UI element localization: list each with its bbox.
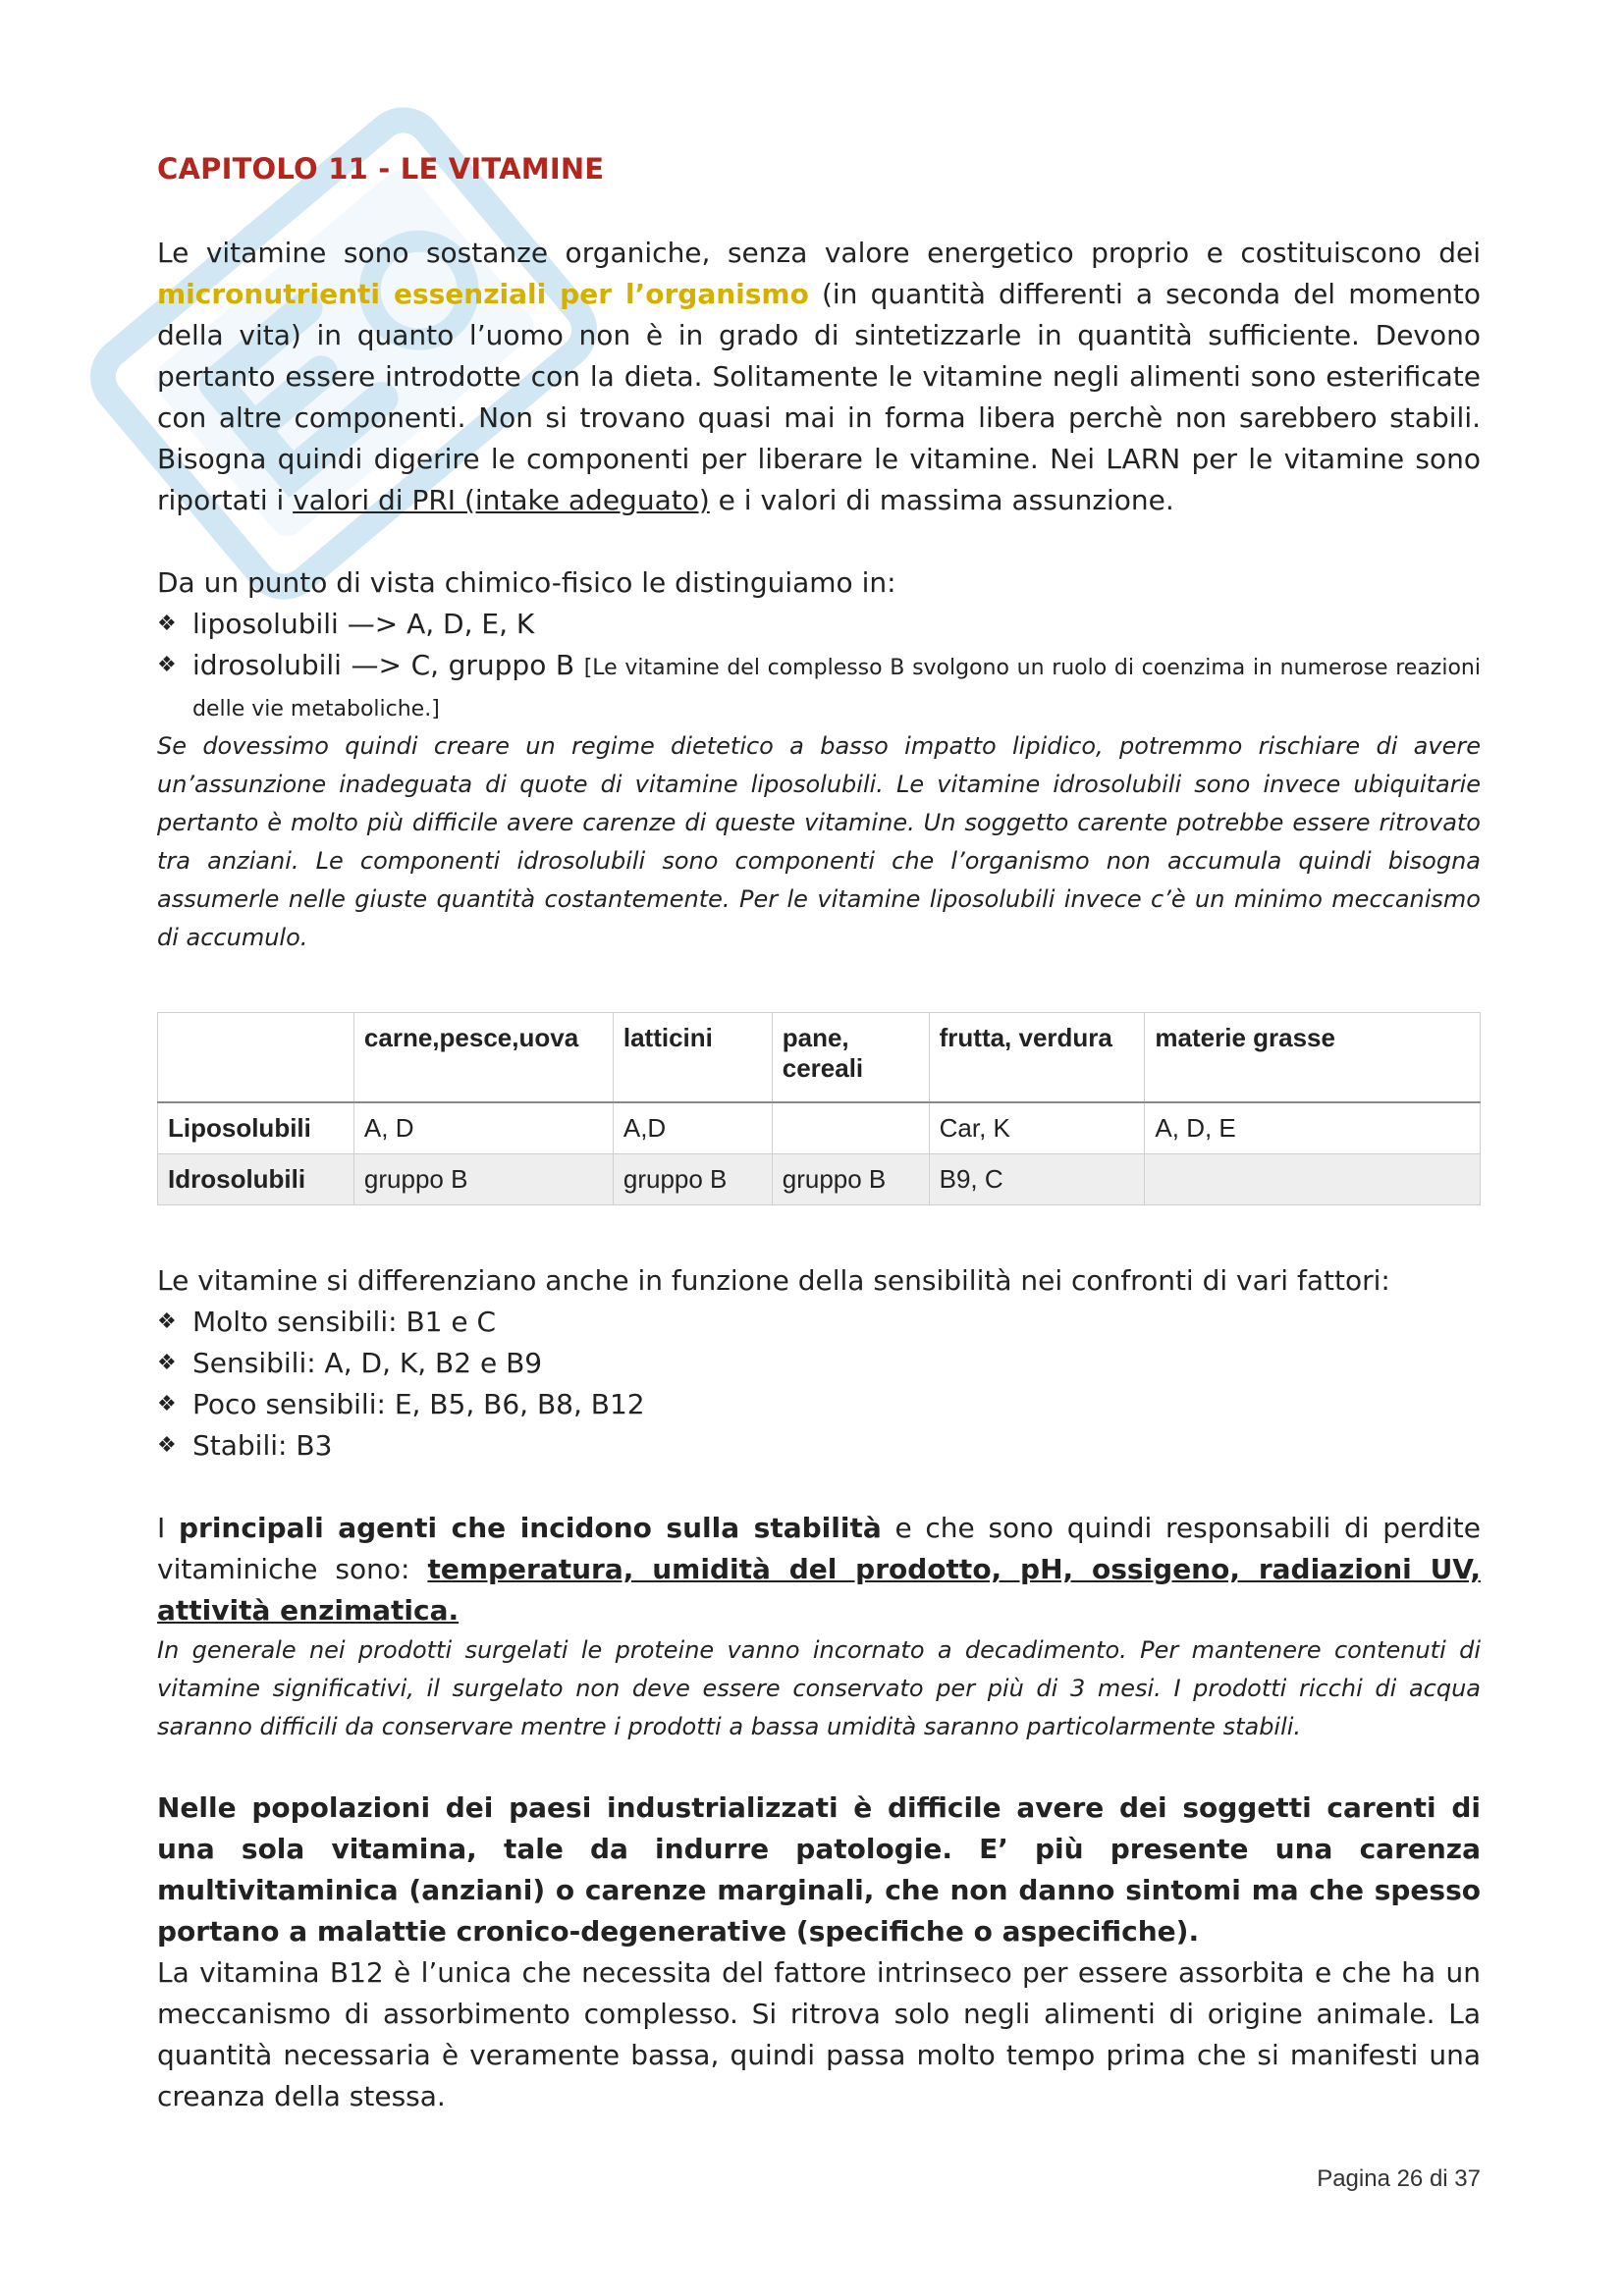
table-cell: A,D [613,1102,772,1154]
sensitivity-list [157,1302,1481,1467]
table-header-cell: pane, cereali [772,1013,929,1103]
sensitivity-lead: Le vitamine si differenziano anche in funzione della sensibilità nei confronti di vari fattori: [157,1264,1390,1297]
page-number: Pagina 26 di 37 [1317,2165,1481,2192]
agents-text-2: e che sono quindi responsabili di perdite vitaminiche sono: [157,1512,1481,1585]
table-header-cell [158,1013,354,1103]
diamond-bullet-icon: ❖ [157,1309,177,1334]
table-cell: gruppo B [613,1154,772,1205]
intro-underlined: valori di PRI (intake adeguato) [293,484,710,516]
table-cell [1145,1154,1481,1205]
table-header-row [158,1013,1481,1103]
sensitivity-item: Sensibili: A, D, K, B2 e B9 [192,1347,543,1379]
agents-text-1: I [157,1512,179,1544]
table-cell: gruppo B [772,1154,929,1205]
table-cell: A, D, E [1145,1102,1481,1154]
idro-item: idrosolubili —> C, gruppo B [192,649,584,681]
sensitivity-item: Poco sensibili: E, B5, B6, B8, B12 [192,1388,645,1420]
agents-italic-note: In generale nei prodotti surgelati le proteine vanno incornato a decadimento. Per mantenere contenuti di vitamine significativi, il surgelato non deve essere conservato per più di 3 mesi. I prodotti ricchi di acqua saranno difficili da conservare mentre i prodotti a bassa umidità saranno particolarmente stabili. [157,1636,1481,1740]
diamond-bullet-icon: ❖ [157,1351,177,1375]
table-cell: A, D [353,1102,613,1154]
table-header-cell: carne,pesce,uova [353,1013,613,1103]
table-header-cell: latticini [613,1013,772,1103]
table-row [158,1102,1481,1154]
table-cell: Car, K [929,1102,1145,1154]
list-item [157,1302,1481,1343]
table-cell: B9, C [929,1154,1145,1205]
intro-text-1: Le vitamine sono sostanze organiche, senza valore energetico proprio e costituiscono dei [157,237,1481,269]
diamond-bullet-icon: ❖ [157,653,177,677]
intro-text-2: (in quantità differenti a seconda del momento della vita) in quanto l’uomo non è in grado di sintetizzarle in quantità sufficiente. Devono pertanto essere introdotte con la dieta. Solitamente le vitamine negli alimenti sono esterificate con altre componenti. Non si trovano quasi mai in forma libera perchè non sarebbero stabili. Bisogna quindi digerire le componenti per liberare le vitamine. Nei LARN per le vitamine sono riportati i [157,278,1481,516]
list-item [157,645,1481,727]
lipo-item: liposolubili —> A, D, E, K [192,608,535,640]
diamond-bullet-icon: ❖ [157,1433,177,1458]
intro-highlight: micronutrienti essenziali per l’organismo [157,278,809,310]
agents-bold: principali agenti che incidono sulla stabilità [178,1512,882,1544]
list-item [157,1425,1481,1467]
classification-italic-note: Se dovessimo quindi creare un regime dietetico a basso impatto lipidico, potremmo rischiare di avere un’assunzione inadeguata di quote di vitamine liposolubili. Le vitamine idrosolubili sono invece ubiquitarie pertanto è molto più difficile avere carenze di queste vitamine. Un soggetto carente potrebbe essere ritrovato tra anziani. Le componenti idrosolubili sono componenti che l’organismo non accumula quindi bisogna assumerle nelle giuste quantità costantemente. Per le vitamine liposolubili invece c’è un minimo meccanismo di accumulo. [157,732,1481,951]
classification-lead: Da un punto di vista chimico-fisico le distinguiamo in: [157,566,896,599]
intro-paragraph [157,233,1481,521]
diamond-bullet-icon: ❖ [157,1392,177,1416]
table-header-cell: frutta, verdura [929,1013,1145,1103]
table-cell [772,1102,929,1154]
table-header-cell: materie grasse [1145,1013,1481,1103]
list-item [157,1384,1481,1425]
agents-paragraph [157,1508,1481,1631]
sensitivity-item: Stabili: B3 [192,1429,333,1462]
table-cell: gruppo B [353,1154,613,1205]
closing-paragraph: La vitamina B12 è l’unica che necessita del fattore intrinseco per essere assorbita e che ha un meccanismo di assorbimento complesso. Si ritrova solo negli alimenti di origine animale. La quantità necessaria è veramente bassa, quindi passa molto tempo prima che si manifesti una creanza della stessa. [157,1956,1481,2112]
table-row-header: Idrosolubili [158,1154,354,1205]
intro-text-3: e i valori di massima assunzione. [709,484,1174,516]
chapter-title: CAPITOLO 11 - LE VITAMINE [157,152,605,186]
document-page [157,152,1481,2117]
list-item [157,604,1481,645]
classification-list [157,604,1481,727]
closing-bold-paragraph: Nelle popolazioni dei paesi industrializzati è difficile avere dei soggetti carenti di una sola vitamina, tale da indurre patologie. E’ più presente una carenza multivitaminica (anziani) o carenze marginali, che non danno sintomi ma che spesso portano a malattie cronico-degenerative (specifiche o aspecifiche). [157,1791,1481,1948]
sensitivity-item: Molto sensibili: B1 e C [192,1306,497,1338]
table-row-header: Liposolubili [158,1102,354,1154]
diamond-bullet-icon: ❖ [157,612,177,636]
idro-note: [Le vitamine del complesso B svolgono un ruolo di coenzima in numerose reazioni delle vie metaboliche.] [192,656,1481,721]
table-row [158,1154,1481,1205]
list-item [157,1343,1481,1384]
agents-underlined: temperatura, umidità del prodotto, pH, ossigeno, radiazioni UV, attività enzimatica. [157,1553,1481,1627]
vitamin-table [157,1012,1481,1205]
